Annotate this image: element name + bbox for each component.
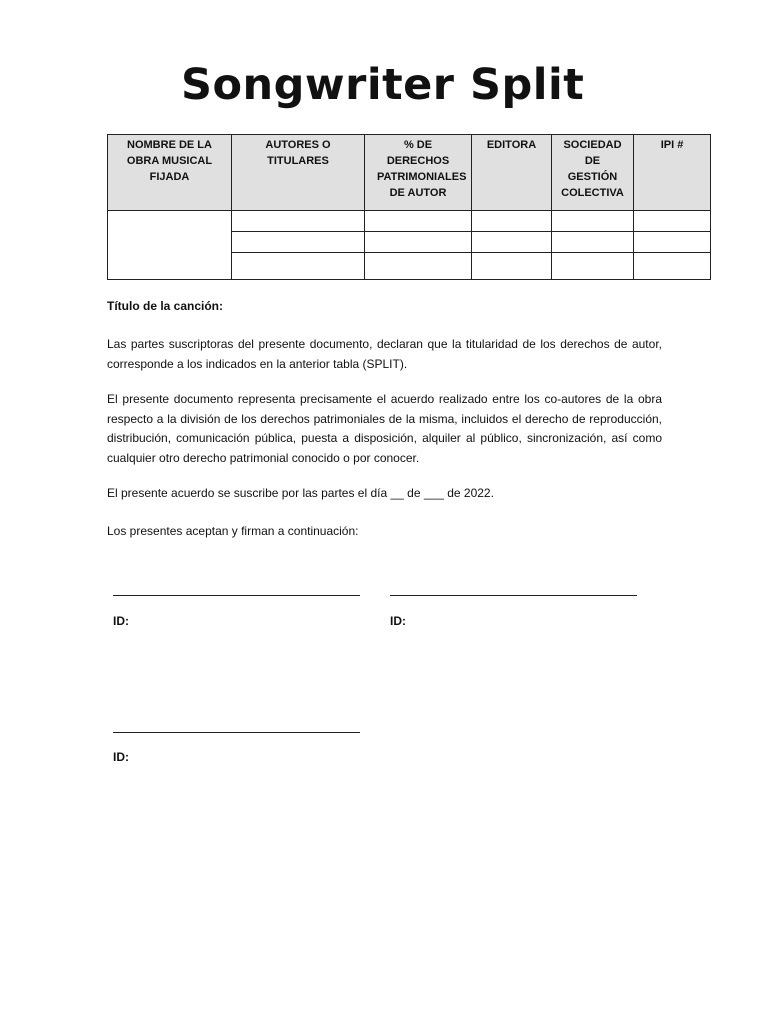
songwriter-split-table	[107, 134, 711, 280]
table-cell[interactable]	[232, 253, 365, 280]
paragraph-ownership: Las partes suscriptoras del presente documento, declaran que la titularidad de los derechos de autor, corresponde a los indicados en la anterior tabla (SPLIT).	[107, 337, 662, 371]
table-cell[interactable]	[232, 211, 365, 232]
signature-line[interactable]	[390, 595, 637, 596]
paragraph-agreement: El presente documento representa precisamente el acuerdo realizado entre los co-autores de la obra respecto a la división de los derechos patrimoniales de la misma, incluidos el derecho de reproducción, distribución, comunicación pública, puesta a disposición, alquiler al público, sincronización, así como cualquier otro derecho patrimonial conocido o por conocer.	[107, 392, 662, 465]
signature-line[interactable]	[113, 732, 360, 733]
sign-intro: Los presentes aceptan y firman a continuación:	[107, 524, 359, 538]
agreement-date: El presente acuerdo se suscribe por las partes el día __ de ___ de 2022.	[107, 486, 494, 500]
table-cell[interactable]	[472, 232, 552, 253]
signature-id-label: ID:	[390, 614, 406, 628]
table-cell[interactable]	[365, 211, 472, 232]
song-title-label: Título de la canción:	[107, 299, 224, 313]
table-cell[interactable]	[552, 211, 634, 232]
signature-id-label: ID:	[113, 750, 129, 764]
table-header-row	[108, 135, 711, 211]
table-row	[108, 211, 711, 232]
table-cell[interactable]	[472, 253, 552, 280]
signature-id-label: ID:	[113, 614, 129, 628]
table-cell[interactable]	[365, 232, 472, 253]
table-cell[interactable]	[232, 232, 365, 253]
header-collecting-society: SOCIEDAD DE GESTIÓN COLECTIVA	[552, 135, 634, 211]
work-name-cell[interactable]	[108, 211, 232, 280]
header-publisher: EDITORA	[472, 135, 552, 211]
table-cell[interactable]	[552, 253, 634, 280]
table-cell[interactable]	[634, 232, 711, 253]
header-authors: AUTORES O TITULARES	[232, 135, 365, 211]
table-cell[interactable]	[472, 211, 552, 232]
table-cell[interactable]	[634, 211, 711, 232]
signature-line[interactable]	[113, 595, 360, 596]
table-cell[interactable]	[634, 253, 711, 280]
document-title: Songwriter Split	[181, 60, 585, 110]
header-rights-percentage: % DE DERECHOS PATRIMONIALES DE AUTOR	[365, 135, 472, 211]
table-cell[interactable]	[552, 232, 634, 253]
header-work-name: NOMBRE DE LA OBRA MUSICAL FIJADA	[108, 135, 232, 211]
header-ipi: IPI #	[634, 135, 711, 211]
table-cell[interactable]	[365, 253, 472, 280]
